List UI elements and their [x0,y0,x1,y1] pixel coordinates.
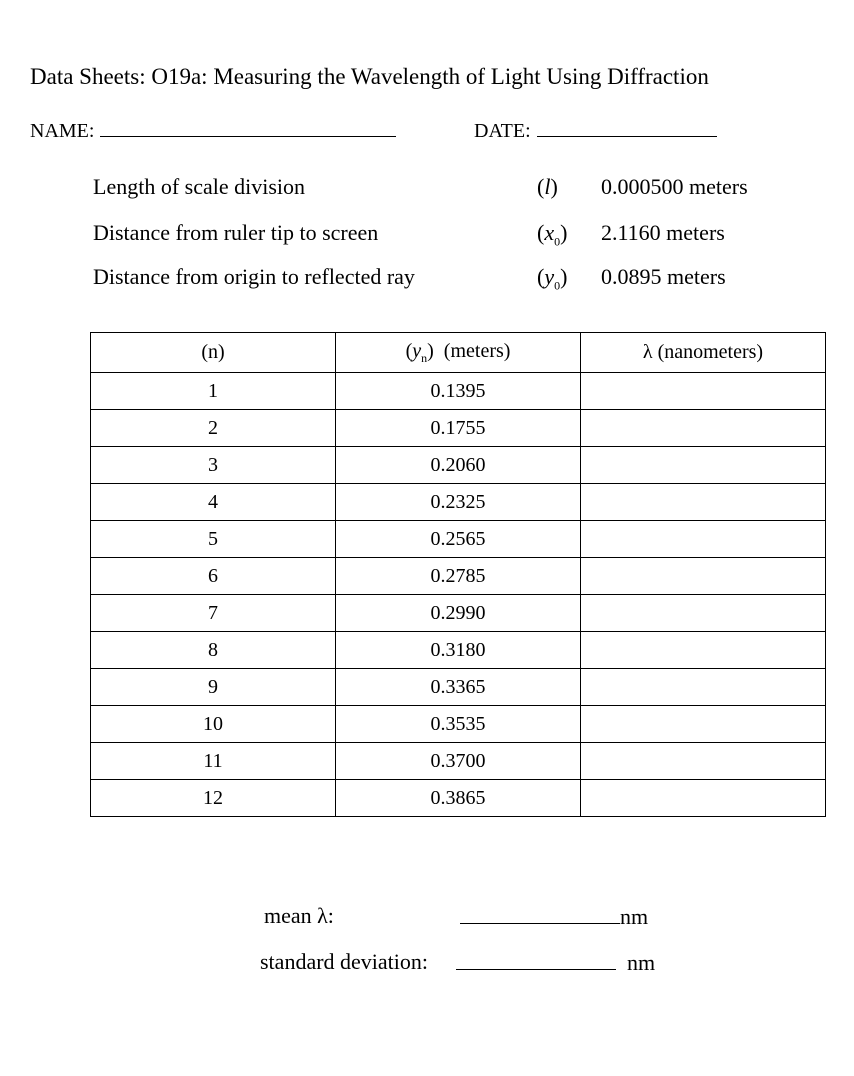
cell-n: 3 [91,447,336,484]
date-label: DATE: [474,120,531,142]
measurement-table [90,332,826,817]
name-blank-line[interactable] [100,118,396,137]
table-row [91,410,826,447]
header-lambda: λ (nanometers) [581,333,826,373]
param-label: Length of scale division [93,174,306,199]
std-dev-unit: nm [627,950,656,975]
cell-y: 0.2785 [336,558,581,595]
cell-lambda[interactable] [581,447,826,484]
date-field [474,118,717,143]
cell-lambda[interactable] [581,410,826,447]
cell-y: 0.1755 [336,410,581,447]
name-label: NAME: [30,120,95,142]
table-row [91,484,826,521]
cell-n: 2 [91,410,336,447]
param-label: Distance from ruler tip to screen [93,220,379,245]
cell-y: 0.1395 [336,373,581,410]
table-row [91,669,826,706]
cell-y: 0.2565 [336,521,581,558]
cell-y: 0.2060 [336,447,581,484]
cell-lambda[interactable] [581,373,826,410]
table-row [91,373,826,410]
cell-lambda[interactable] [581,558,826,595]
std-dev-label: standard deviation: [260,949,429,974]
mean-lambda-label: mean λ: [264,903,334,928]
cell-n: 9 [91,669,336,706]
table-header-row [91,333,826,373]
table-row [91,632,826,669]
cell-y: 0.2325 [336,484,581,521]
cell-n: 8 [91,632,336,669]
date-blank-line[interactable] [537,118,717,137]
cell-y: 0.3365 [336,669,581,706]
mean-lambda-unit: nm [620,904,649,929]
std-dev-blank[interactable] [456,949,616,970]
param-symbol: $(x_0)$ [537,220,568,249]
param-value: 0.0895 meters [601,264,726,289]
cell-y: 0.3700 [336,743,581,780]
cell-n: 12 [91,780,336,817]
header-n: (n) [91,333,336,373]
param-scale-division [93,174,813,204]
table-row [91,743,826,780]
cell-n: 7 [91,595,336,632]
param-value: 2.1160 meters [601,220,725,245]
cell-y: 0.3865 [336,780,581,817]
cell-lambda[interactable] [581,706,826,743]
mean-lambda-blank[interactable] [460,903,620,924]
cell-n: 1 [91,373,336,410]
param-ruler-to-screen [93,220,813,250]
param-label: Distance from origin to reflected ray [93,264,415,289]
param-value: 0.000500 meters [601,174,748,199]
cell-lambda[interactable] [581,669,826,706]
table-row [91,595,826,632]
cell-n: 6 [91,558,336,595]
page-title: Data Sheets: O19a: Measuring the Wavelength of Light Using Diffraction [30,64,709,89]
cell-y: 0.3180 [336,632,581,669]
table-row [91,558,826,595]
cell-n: 10 [91,706,336,743]
header-y: $(y_n)$ (meters) [336,333,581,373]
cell-lambda[interactable] [581,743,826,780]
cell-y: 0.2990 [336,595,581,632]
table-row [91,706,826,743]
table-row [91,521,826,558]
cell-lambda[interactable] [581,484,826,521]
name-field [30,118,396,143]
table-row [91,447,826,484]
param-symbol: (l) [537,174,558,199]
cell-n: 5 [91,521,336,558]
table-row [91,780,826,817]
cell-lambda[interactable] [581,595,826,632]
cell-n: 4 [91,484,336,521]
param-symbol: $(y_0)$ [537,264,568,293]
cell-y: 0.3535 [336,706,581,743]
std-dev-field [456,949,655,976]
cell-n: 11 [91,743,336,780]
cell-lambda[interactable] [581,521,826,558]
param-origin-to-reflected [93,264,813,294]
cell-lambda[interactable] [581,632,826,669]
cell-lambda[interactable] [581,780,826,817]
table-body [91,373,826,817]
mean-lambda-field [460,903,648,930]
